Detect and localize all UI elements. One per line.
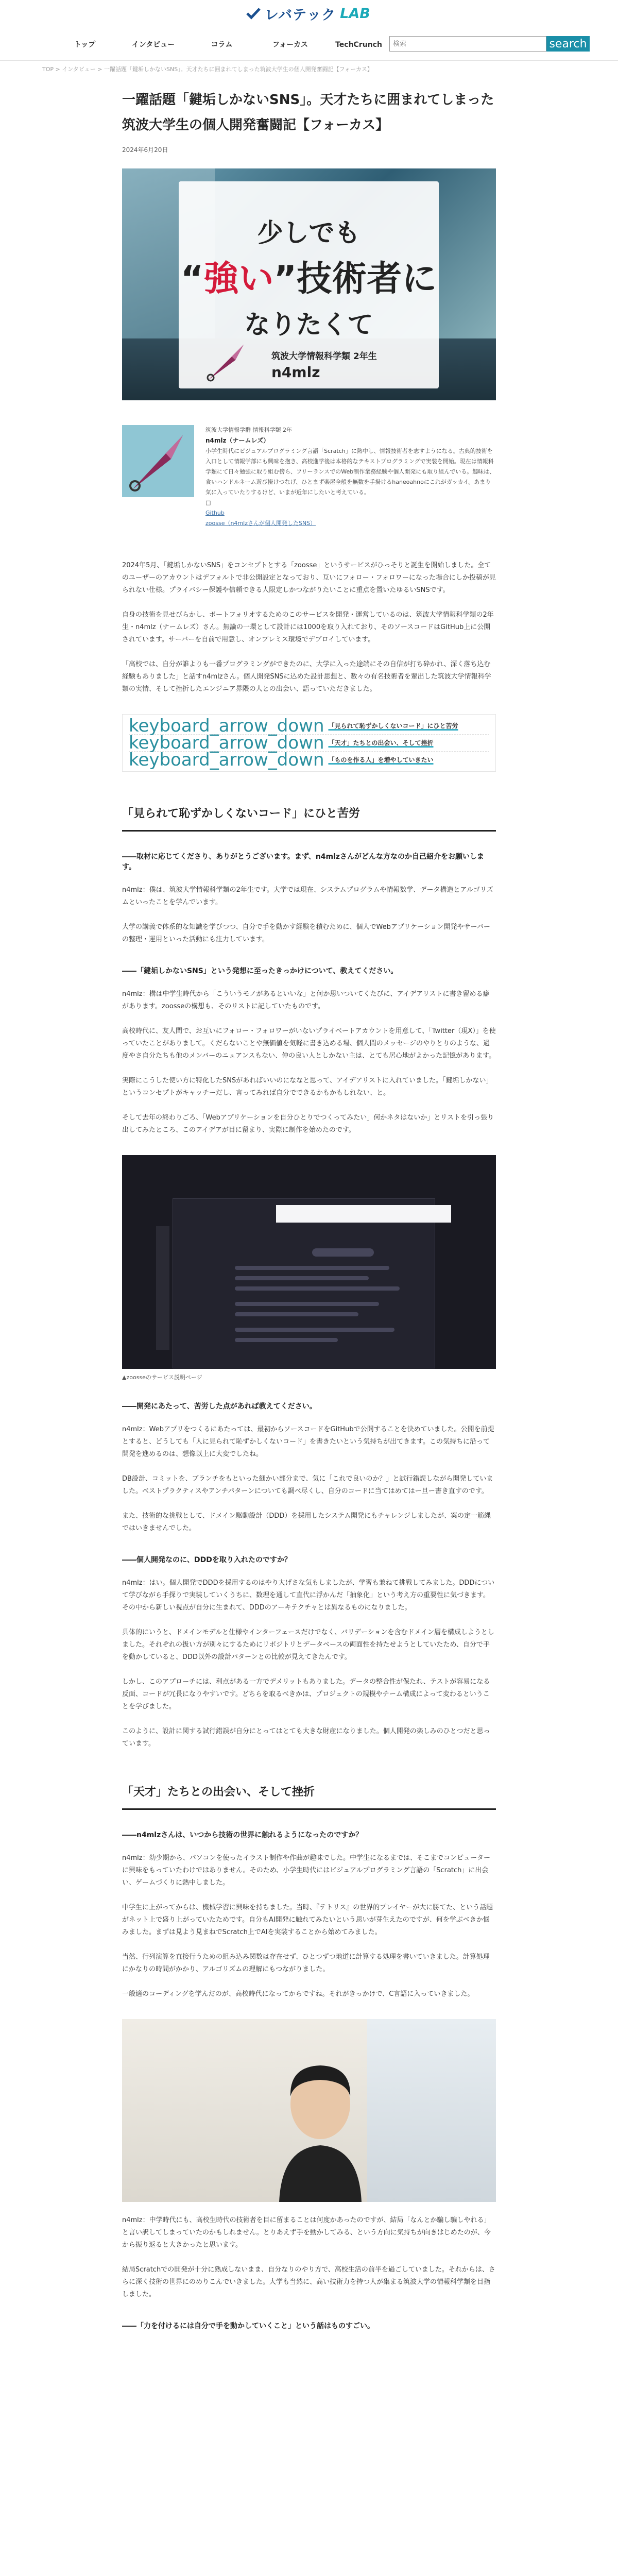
screenshot-row (235, 1266, 389, 1270)
screenshot-row (235, 1338, 338, 1342)
logo-lab: LAB (340, 5, 370, 22)
hero-line2: “強い”技術者に (180, 259, 437, 299)
nav-column[interactable]: コラム (211, 41, 233, 49)
answer-paragraph: 中学生に上がってからは、機械学習に興味を持ちました。当時、『テトリス』の世界的プレイヤーが大に勝てた、という話題がネット上で盛り上がっていたためです。自分もAI開発に触れてみたいという思いが芽生えたのですが、何を学ぶべきか悩みました。まずは見よう見まねでScratch上でAIを実装することから始めてみました。 (122, 1904, 493, 1936)
profile-link-zoosse[interactable]: zoosse（n4mlzさんが個人開発したSNS） (205, 520, 316, 527)
answer-paragraph: また、技術的な挑戦として、ドメイン駆動設計（DDD）を採用したシステム開発にもチャレンジしましたが、案の定一筋縄ではいきませんでした。 (122, 1512, 491, 1532)
answer-paragraph: n4mlz：中学時代にも、高校生時代の技術者を目に留まることは何度かあったのですが、結局「なんとか騙し騙しやれる」と言い訳してしまっていたのかもしれません。とりあえず手を動かしてみる、という方向に気持ちが向きはじめたのが、今から振り返ると大きかったと思います。 (122, 2216, 491, 2249)
section-heading: 「天才」たちとの出会い、そして挫折 (122, 1783, 496, 1810)
profile-affiliation: 筑波大学情報学群 情報科学類 2年 (205, 427, 292, 433)
arrow-down-icon: keyboard_arrow_down (129, 716, 324, 736)
question-heading: ――n4mlzさんは、いつから技術の世界に触れるようになったのですか？ (122, 1831, 363, 1839)
question-heading: ――取材に応じてくださり、ありがとうございます。まず、n4mlzさんがどんな方なのか自己紹介をお願いします。 (122, 853, 485, 871)
search-input[interactable] (389, 36, 546, 52)
image-caption: ▲zoosseのサービス説明ページ (122, 1374, 202, 1381)
kunai-avatar-icon (122, 425, 194, 497)
screenshot-row (235, 1312, 358, 1316)
kunai-icon (203, 338, 250, 385)
nav-focus[interactable]: フォーカス (272, 41, 308, 49)
zoosse-screenshot (122, 1155, 496, 1369)
answer-paragraph: 高校時代に、友人間で、お互いにフォロー・フォロワーがいないプライベートアカウントを用意して、「Twitter（現X）」を使っていたことがありまして。くだらないことや無価値を気軽に書き込める場、個人間のメッセージのやりとりのような、過度やさ自分たちも他のメンバーのニュアンスもない、仲の良い人としかない主は、とても居心地がよかった記憶があります。 (122, 1027, 496, 1060)
profile-name: n4mlz（ナームレズ） (205, 437, 270, 444)
screenshot-row (235, 1302, 379, 1306)
intro-paragraph-1: 2024年5月、「鍵垢しかないSNS」をコンセプトとする「zoosse」というサービスがひっそりと誕生を開始しました。全てのユーザーのアカウントはデフォルトで非公開設定となっており、互いにフォロー・フォロワーになった場合にしか投稿が見られない仕様。プライバシー保護や信頼できる人限定しかつながりたいことに重点を置いたゆるいSNSです。 (122, 562, 496, 594)
hero-strong: 強い (203, 259, 274, 299)
answer-paragraph: DB設計、コミットを、ブランチをもといった細かい部分まで、気に「これで良いのか？」と試行錯誤しながら開発していました。ベストプラクティスやアンチパターンについても調べ尽くし、自分のコードに当てはめてはー旦ー書き直すのです。 (122, 1475, 493, 1495)
toc-item[interactable]: keyboard_arrow_down 「ものを作る人」を増やしていきたい (129, 750, 434, 770)
screenshot-row (235, 1286, 400, 1291)
answer-paragraph: 結局Scratchでの開発が十分に熟成しないまま、自分なりのやり方で、高校生活の前半を過ごしていました。それからは、さらに深く技術の世界にのめりこんでいきました。大学も当然に、高い技術力を持つ人が集まる筑波大学の情報科学類を目指しました。 (122, 2266, 495, 2298)
toc-item[interactable]: keyboard_arrow_down 「天才」たちとの出会い、そして挫折 (129, 735, 489, 752)
person-figure (269, 2055, 372, 2202)
search-button[interactable]: search (546, 36, 590, 52)
screenshot-header (276, 1205, 451, 1223)
answer-paragraph: n4mlz：構は中学生時代から「こういうモノがあるといいな」と何か思いついてくたびに、アイデアリストに書き留める癖があります。zoosseの構想も、そのリストに記していたものです。 (122, 990, 490, 1010)
answer-paragraph: 当然、行列演算を直接行うための組み込み関数は存在せず、ひとつずつ地道に計算する処理を書いていきました。計算処理にかなりの時間がかかり、アルゴリズムの理解にもつながりました。 (122, 1953, 490, 1973)
hero-card (179, 181, 439, 388)
profile-link-github[interactable]: Github (205, 510, 225, 516)
answer-paragraph: n4mlz：はい。個人開発でDDDを採用するのはやり大げさな気もしましたが、学習も兼ねて挑戦してみました。DDDについて学びながら手探りで実装していくうちに、数理を通して直代に浮かんだ「抽象化」という考え方の重要性に気づきます。その中から新しい視点が自分に生まれて、DDDのアーキテクチャとは異なるものになりました。 (122, 1579, 495, 1612)
question-heading: ――「力を付けるには自分で手を動かしていくこと」という話はものすごい。 (122, 2322, 374, 2330)
logo-text: レバテック (265, 7, 336, 23)
answer-paragraph: 一般適のコーディングを学んだのが、高校時代になってからですね。それがきっかけで、C言語に入っていきました。 (122, 1990, 474, 1998)
arrow-down-icon: keyboard_arrow_down (129, 733, 324, 753)
article (122, 88, 496, 2331)
intro-paragraph-3: 「高校では、自分が誰よりも一番プログラミングができたのに、大学に入った途端にその自信が打ち砕かれ、深く落ち込む経験もありました」と話すn4mlzさん。個人開発SNSに込めた設計思想と、数々の有名技術者を輩出した筑波大学情報科学類の実情、そして挫折したエンジニア界隈の人との出会い、語っていただきました。 (122, 660, 491, 693)
main-nav (50, 37, 393, 53)
nav-techcrunch[interactable]: TechCrunch (335, 41, 382, 49)
interview-photo (122, 2019, 496, 2202)
answer-paragraph: n4mlz：僕は、筑波大学情報科学類の2年生です。大学では現在、システムプログラムや情報数学、データ構造とアルゴリズムといったことを学んでいます。 (122, 886, 493, 906)
photo-window (367, 2019, 496, 2202)
answer-paragraph: 具体的にいうと、ドメインモデルと仕様やインターフェースだけでなく、バリデーションを含むドメイン層を構成しようとしました。それぞれの扱い方が別々にするためにリポジトリとデータベースの両面性を持たせようとしていたため、自分で手を動かしていると、DDD以外の設計パターンとの比較が見えてきたんです。 (122, 1629, 495, 1661)
answer-paragraph: しかし、このアプローチには、利点がある一方でデメリットもありました。データの整合性が保たれ、テストが容易になる反面、コードが冗長になりやすいです。どちらを取るべきかは、プロジェクトの規模やチーム構成によって変わるということを学びました。 (122, 1678, 490, 1710)
hero-affiliation: 筑波大学情報科学類 2年生 (271, 351, 377, 362)
hero-name: n4mlz (271, 364, 320, 381)
profile-body: 筑波大学情報学群 情報科学類 2年 n4mlz（ナームレズ） 小学生時代にビジュアルプログラミング言語「Scratch」に熱中し、情報技術者を志すようになる。古典的技術を入口として情報学部にも興味を抱き、高校進学後は本格的なテキストプログラミングで実装を開始。現在は情報科学類にて日々勉強に取り組む傍ら、フリーランスでのWeb制作業務経験や個人開発にも取り組んでいる。趣味は、食いハンドルネーム遊び掛けつなげ、ひとまず楽屋全般を無数を手掛けるhaneoahnoにこれがガッカイ。あまり気に入っていたりするけど、いまが近年にしたいと考えている。 □ Github zoosse（n4mlzさんが個人開発したSNS） (205, 425, 496, 529)
section-heading: 「見られて恥ずかしくないコード」にひと苦労 (122, 805, 496, 832)
site-header (0, 0, 618, 61)
search-form (389, 36, 590, 52)
article-date: 2024年6月20日 (122, 146, 168, 154)
profile-bio: 小学生時代にビジュアルプログラミング言語「Scratch」に熱中し、情報技術者を志すようになる。古典的技術を入口として情報学部にも興味を抱き、高校進学後は本格的なテキストプログラミングで実装を開始。現在は情報科学類にて日々勉強に取り組む傍ら、フリーランスでのWeb制作業務経験や個人開発にも取り組んでいる。趣味は、食いハンドルネーム遊び掛けつなげ、ひとまず楽屋全般を無数を手掛けるhaneoahnoにこれがガッカイ。あまり気に入っていたりするけど、いまが近年にしたいと考えている。 (205, 448, 495, 496)
table-of-contents (122, 714, 496, 772)
question-heading: ――個人開発なのに、DDDを取り入れたのですか？ (122, 1556, 291, 1564)
breadcrumb[interactable]: TOP > インタビュー > 一躍話題「鍵垢しかないSNS」。天才たちに囲まれてしまった筑波大学生の個人開発奮闘記【フォーカス】 (42, 66, 373, 73)
screenshot-row (235, 1328, 394, 1332)
answer-paragraph: そして去年の終わりごろ、「Webアプリケーションを自分ひとりでつくってみたい」何かネタはないか」とリストを引っ張り出してみたところ、このアイデアが目に留まり、実際に制作を始めたのです。 (122, 1114, 494, 1134)
question-heading: ――開発にあたって、苦労した点があれば教えてください。 (122, 1402, 317, 1411)
screenshot-row (235, 1276, 369, 1280)
hero-line1: 少しでも (257, 218, 360, 248)
hero-line3: なりたくて (244, 310, 373, 340)
answer-paragraph: このように、設計に関する試行錯誤が自分にとってはとても大きな財産になりました。個人開発の楽しみのひとつだと思っています。 (122, 1727, 490, 1748)
article-title: 一躍話題「鍵垢しかないSNS」。天才たちに囲まれてしまった筑波大学生の個人開発奮闘記【フォーカス】 (122, 92, 494, 133)
answer-paragraph: n4mlz：幼少期から、パソコンを使ったイラスト制作や作曲が趣味でした。中学生になるまでは、そこまでコンピューターに興味をもっていたわけではありません。そのため、小学生時代にはビジュアルプログラミング言語の「Scratch」に出会い、ゲームづくりに熱中しました。 (122, 1854, 490, 1887)
nav-interview[interactable]: インタビュー (131, 41, 175, 49)
nav-top[interactable]: トップ (74, 41, 96, 49)
screenshot-sidebar (156, 1226, 169, 1350)
site-logo[interactable] (246, 3, 370, 24)
profile-box (122, 425, 496, 529)
hero-image (122, 168, 496, 400)
arrow-down-icon: keyboard_arrow_down (129, 750, 324, 770)
avatar (122, 425, 194, 497)
answer-paragraph: n4mlz：Webアプリをつくるにあたっては、最初からソースコードをGitHubで公開することを決めていました。公開を前提とすると、どうしても「人に見られて恥ずかしくないコード」を書きたいという気持ちが出てきます。この気持ちに沿って開発を進めるのは、想像以上に大変でしたね。 (122, 1426, 494, 1458)
toc-item[interactable]: keyboard_arrow_down 「見られて恥ずかしくないコード」にひと苦労 (129, 718, 489, 735)
answer-paragraph: 大学の講義で体系的な知識を学びつつ、自分で手を動かす経験を積むために、個人でWebアプリケーション開発やサーバーの整理・運用といった活動にも注力しています。 (122, 923, 490, 943)
answer-paragraph: 実際にこうした使い方に特化したSNSがあればいいのにななと思って、アイデアリストに入れていました。「鍵垢しかない」というコンセプトがキャッチーだし、言ってみれば自分でできるかもかもしれない、と。 (122, 1077, 493, 1097)
question-heading: ――「鍵垢しかないSNS」という発想に至ったきっかけについて、教えてください。 (122, 967, 398, 975)
intro-paragraph-2: 自身の技術を見せびらかし、ポートフォリオするためのこのサービスを開発・運営しているのは、筑波大学情報科学類の2年生・n4mlz（ナームレズ）さん。無論の一環として設計には1000を取り入れており、そのソースコードはGitHub上に公開されています。サーバーを自前で用意し、オンプレミス環境でデプロイしています。 (122, 611, 494, 643)
screenshot-pill (312, 1248, 374, 1257)
screenshot-window (173, 1198, 435, 1368)
logo-check-icon (246, 7, 261, 20)
